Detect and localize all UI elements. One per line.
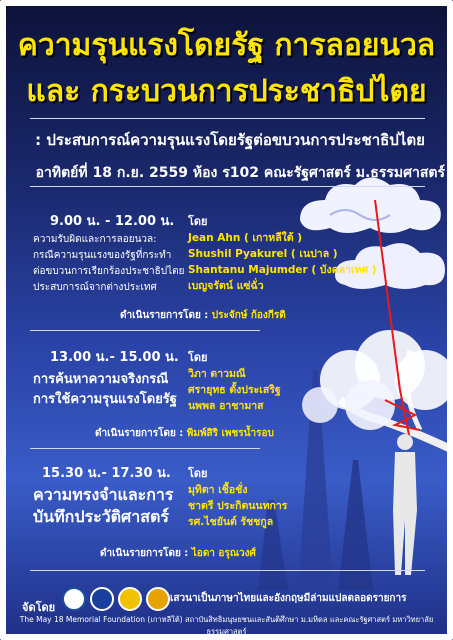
title-line-2: และ กระบวนการประชาธิปไตย <box>26 74 427 109</box>
session-3-topic: ความทรงจำและการ บันทึกประวัติศาสตร์ <box>33 485 174 526</box>
organizer-label: จัดโดย <box>22 601 56 614</box>
translation-note: เสวนาเป็นภาษาไทยและอังกฤษมีล่ามแปลตลอดรายการ <box>170 593 407 604</box>
session-2-moderator: ดำเนินรายการโดย : พิมพ์สิริ เพชรน้ำรอบ <box>95 428 274 439</box>
session-2-time: 13.00 น.- 15.00 น. <box>50 350 179 365</box>
title-line-1: ความรุนแรงโดยรัฐ การลอยนวล <box>17 28 436 63</box>
footer-organizers: The May 18 Memorial Foundation (เกาหลีใต้) สถาบันสิทธิมนุษยชนและสันติศึกษา ม.มหิดล และคณะรัฐศาสตร์ มหาวิทยาลัยธรรมศาสตร์ <box>19 615 434 636</box>
dateline: อาทิตย์ที่ 18 ก.ย. 2559 ห้อง ร102 คณะรัฐศาสตร์ ม.ธรรมศาสตร์ <box>35 165 445 181</box>
session-1-by: โดย <box>188 215 208 228</box>
session-3-time: 15.30 น.- 17.30 น. <box>42 466 171 481</box>
session-3-moderator: ดำเนินรายการโดย : ไอดา อรุณวงศ์ <box>100 548 256 559</box>
session-1-time: 9.00 น. - 12.00 น. <box>50 214 175 229</box>
session-1-speakers: Jean Ahn ( เกาหลีใต้ ) Shushil Pyakurel ( เนปาล ) Shantanu Majumder ( บังคลาเทศ ) เบญจรัตน์ แซ่ฉั่ว <box>188 232 377 292</box>
subtitle: : ประสบการณ์ความรุนแรงโดยรัฐต่อขบวนการประชาธิปไตย <box>35 131 425 149</box>
session-2-speakers: วิภา ดาวมณี ศรายุทธ ตั้งประเสริฐ นพพล อาชามาส <box>188 368 281 412</box>
session-1-topic: ความรับผิดและการลอยนวล: กรณีความรุนแรงของรัฐที่กระทำ ต่อขบวนการเรียกร้องประชาธิปไตย ประสบการณ์จากต่างประเทศ <box>33 234 185 293</box>
session-3-by: โดย <box>188 467 208 480</box>
session-3-speakers: มุทิตา เชื้อชั่ง ชาตรี ประกิตนนทการ รศ.ไชยันต์ รัชชกูล <box>188 484 288 528</box>
session-1-moderator: ดำเนินรายการโดย : ประจักษ์ ก้องกีรติ <box>120 310 286 321</box>
session-2-topic: การค้นหาความจริงกรณี การใช้ความรุนแรงโดยรัฐ <box>33 372 177 407</box>
session-2-by: โดย <box>188 351 208 364</box>
